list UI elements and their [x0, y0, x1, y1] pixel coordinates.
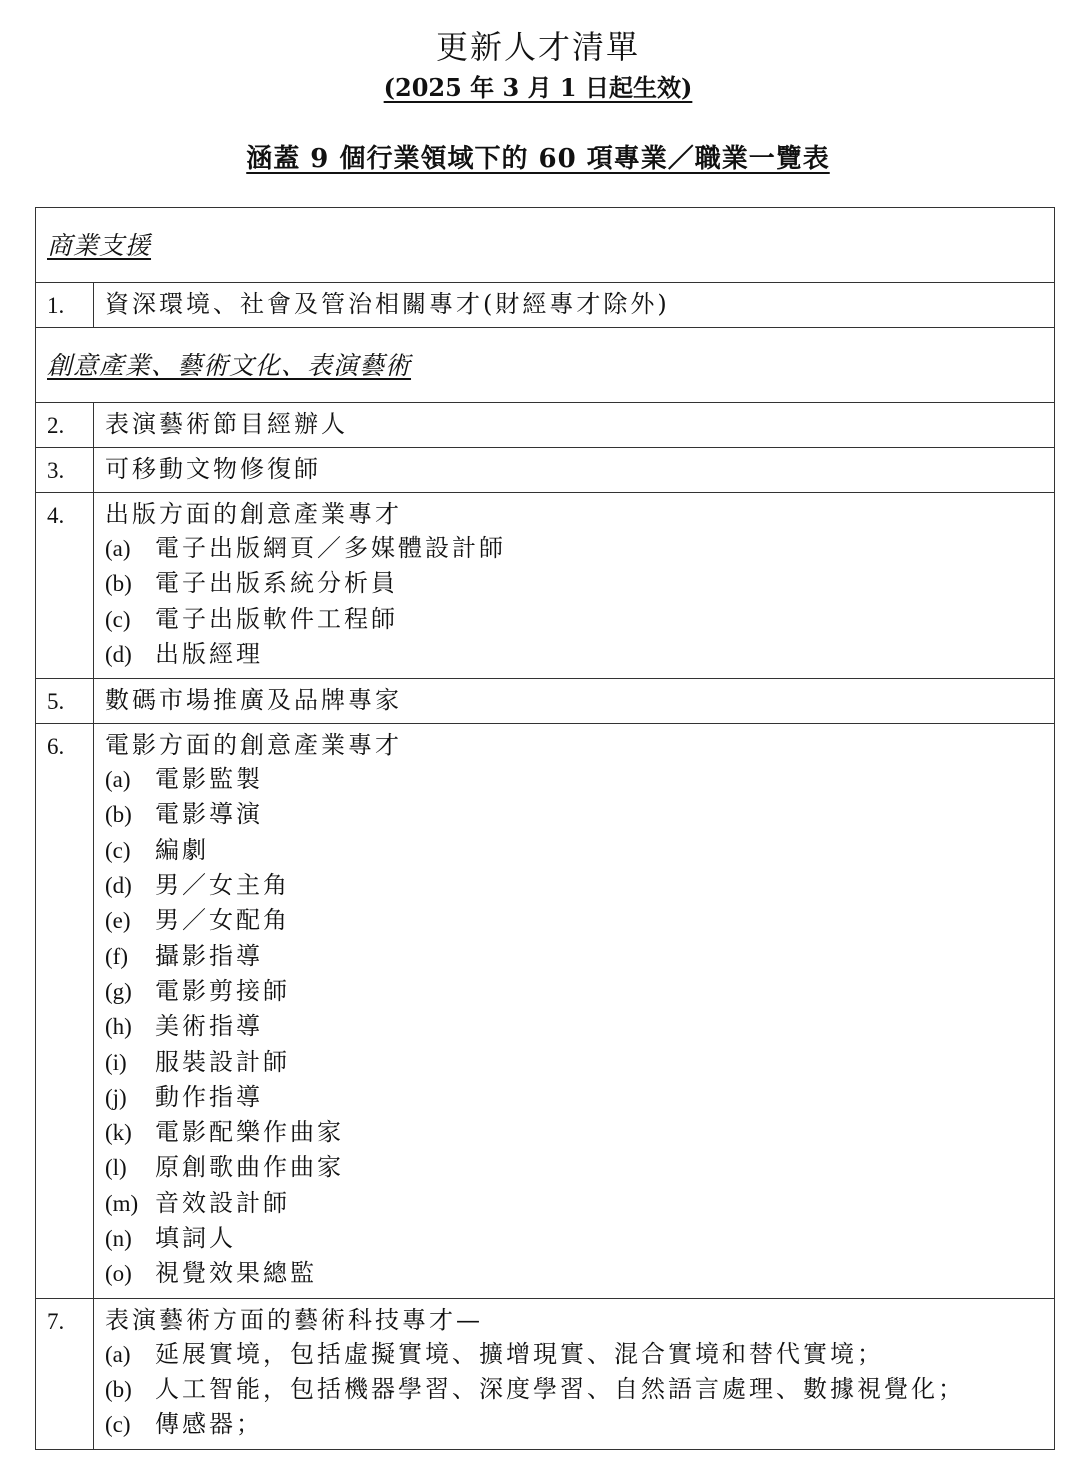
item-content	[94, 448, 1055, 493]
sub-item	[105, 868, 1054, 903]
sub-item-text: 服裝設計師	[155, 1047, 290, 1076]
sub-item-text: 延展實境，包括虛擬實境、擴增現實、混合實境和替代實境；	[155, 1339, 884, 1368]
sub-item-label: (d)	[105, 873, 132, 899]
sub-item-label: (o)	[105, 1261, 132, 1287]
sub-item-label: (c)	[105, 1412, 131, 1438]
item-title: 電影方面的創意產業專才	[105, 731, 402, 760]
sub-item-text: 出版經理	[155, 639, 263, 668]
item-title: 數碼市場推廣及品牌專家	[105, 686, 402, 715]
item-number: 4.	[36, 493, 94, 679]
sub-item	[105, 1372, 1054, 1407]
sub-item-text: 電子出版網頁／多媒體設計師	[155, 534, 506, 562]
sub-item	[105, 1009, 1054, 1044]
item-title: 出版方面的創意產業專才	[105, 500, 402, 528]
item-number: 6.	[36, 724, 94, 1298]
sub-item-label: (f)	[105, 943, 128, 969]
sub-item	[105, 566, 1054, 601]
sub-item	[105, 1045, 1054, 1080]
section-header-row	[36, 208, 1055, 283]
sub-item	[105, 797, 1054, 832]
sub-item	[105, 531, 1054, 566]
sub-item-label: (e)	[105, 908, 131, 934]
section-name: 商業支援	[36, 208, 1055, 283]
effective-date-text: (2025 年 3 月 1 日起生效)	[383, 73, 693, 102]
table-row	[36, 283, 1055, 328]
item-number: 1.	[36, 283, 94, 328]
section-header-row	[36, 328, 1055, 403]
sub-item-label: (c)	[105, 606, 131, 632]
sub-item-label: (k)	[105, 1120, 132, 1146]
sub-item	[105, 1337, 1054, 1372]
sub-item-label: (h)	[105, 1014, 132, 1040]
sub-item	[105, 1080, 1054, 1115]
sub-item-label: (j)	[105, 1084, 127, 1110]
list-heading-text: 涵蓋 9 個行業領域下的 60 項專業／職業一覽表	[246, 144, 830, 174]
table-row	[36, 448, 1055, 493]
sub-item-text: 音效設計師	[155, 1188, 290, 1217]
item-content	[94, 1298, 1055, 1449]
item-content	[94, 403, 1055, 448]
sub-item-label: (d)	[105, 641, 132, 667]
sub-item	[105, 1150, 1054, 1185]
sub-item-text: 填詞人	[155, 1224, 236, 1253]
sub-item-text: 美術指導	[155, 1012, 263, 1041]
sub-item-text: 電子出版系統分析員	[155, 569, 398, 598]
item-title: 資深環境、社會及管治相關專才(財經專才除外)	[105, 290, 670, 318]
sub-item-label: (a)	[105, 536, 131, 561]
table-row	[36, 724, 1055, 1298]
sub-item-label: (a)	[105, 1341, 131, 1367]
sub-item	[105, 1221, 1054, 1256]
sub-item	[105, 939, 1054, 974]
list-heading	[0, 138, 1076, 175]
item-content	[94, 724, 1055, 1298]
sub-item-label: (g)	[105, 978, 132, 1004]
item-number: 7.	[36, 1298, 94, 1449]
item-title: 可移動文物修復師	[105, 455, 321, 483]
item-content	[94, 679, 1055, 724]
sub-item-label: (i)	[105, 1049, 127, 1075]
effective-date-subtitle	[0, 68, 1076, 103]
table-row	[36, 493, 1055, 679]
sub-item	[105, 1407, 1054, 1442]
item-title: 表演藝術方面的藝術科技專才—	[105, 1305, 483, 1334]
sub-item	[105, 762, 1054, 797]
sub-item	[105, 637, 1054, 672]
sub-item	[105, 833, 1054, 868]
sub-item-text: 視覺效果總監	[155, 1259, 317, 1288]
item-content	[94, 283, 1055, 328]
sub-item-label: (n)	[105, 1226, 132, 1252]
sub-item-text: 攝影指導	[155, 941, 263, 970]
sub-item-label: (m)	[105, 1190, 139, 1216]
sub-item-label: (l)	[105, 1155, 127, 1181]
sub-item-text: 男／女主角	[155, 871, 290, 900]
document-title: 更新人才清單	[435, 28, 640, 66]
sub-item-label: (b)	[105, 571, 132, 597]
sub-item-label: (b)	[105, 802, 132, 828]
item-number: 5.	[36, 679, 94, 724]
sub-item-text: 電影導演	[155, 800, 263, 829]
table-row	[36, 1298, 1055, 1449]
sub-item-text: 傳感器；	[155, 1410, 263, 1439]
sub-item	[105, 602, 1054, 637]
sub-item-text: 原創歌曲作曲家	[155, 1153, 344, 1182]
sub-item	[105, 974, 1054, 1009]
sub-item-text: 電影監製	[155, 765, 263, 794]
sub-item-text: 編劇	[155, 835, 209, 864]
item-content	[94, 493, 1055, 679]
item-title: 表演藝術節目經辦人	[105, 410, 348, 438]
sub-item	[105, 1186, 1054, 1221]
sub-item-label: (a)	[105, 767, 131, 793]
sub-item-text: 電影剪接師	[155, 976, 290, 1005]
sub-item-text: 男／女配角	[155, 906, 290, 935]
item-number: 3.	[36, 448, 94, 493]
sub-item	[105, 903, 1054, 938]
table-row	[36, 403, 1055, 448]
sub-item-label: (c)	[105, 837, 131, 863]
sub-item-label: (b)	[105, 1376, 132, 1402]
table-row	[36, 679, 1055, 724]
sub-item-text: 電子出版軟件工程師	[155, 604, 398, 633]
sub-item	[105, 1115, 1054, 1150]
sub-item-text: 動作指導	[155, 1082, 263, 1111]
sub-item-text: 電影配樂作曲家	[155, 1118, 344, 1147]
section-name: 創意產業、藝術文化、表演藝術	[36, 328, 1055, 403]
talent-list-table	[35, 207, 1055, 1450]
sub-item-text: 人工智能，包括機器學習、深度學習、自然語言處理、數據視覺化；	[155, 1374, 965, 1403]
sub-item	[105, 1256, 1054, 1291]
item-number: 2.	[36, 403, 94, 448]
